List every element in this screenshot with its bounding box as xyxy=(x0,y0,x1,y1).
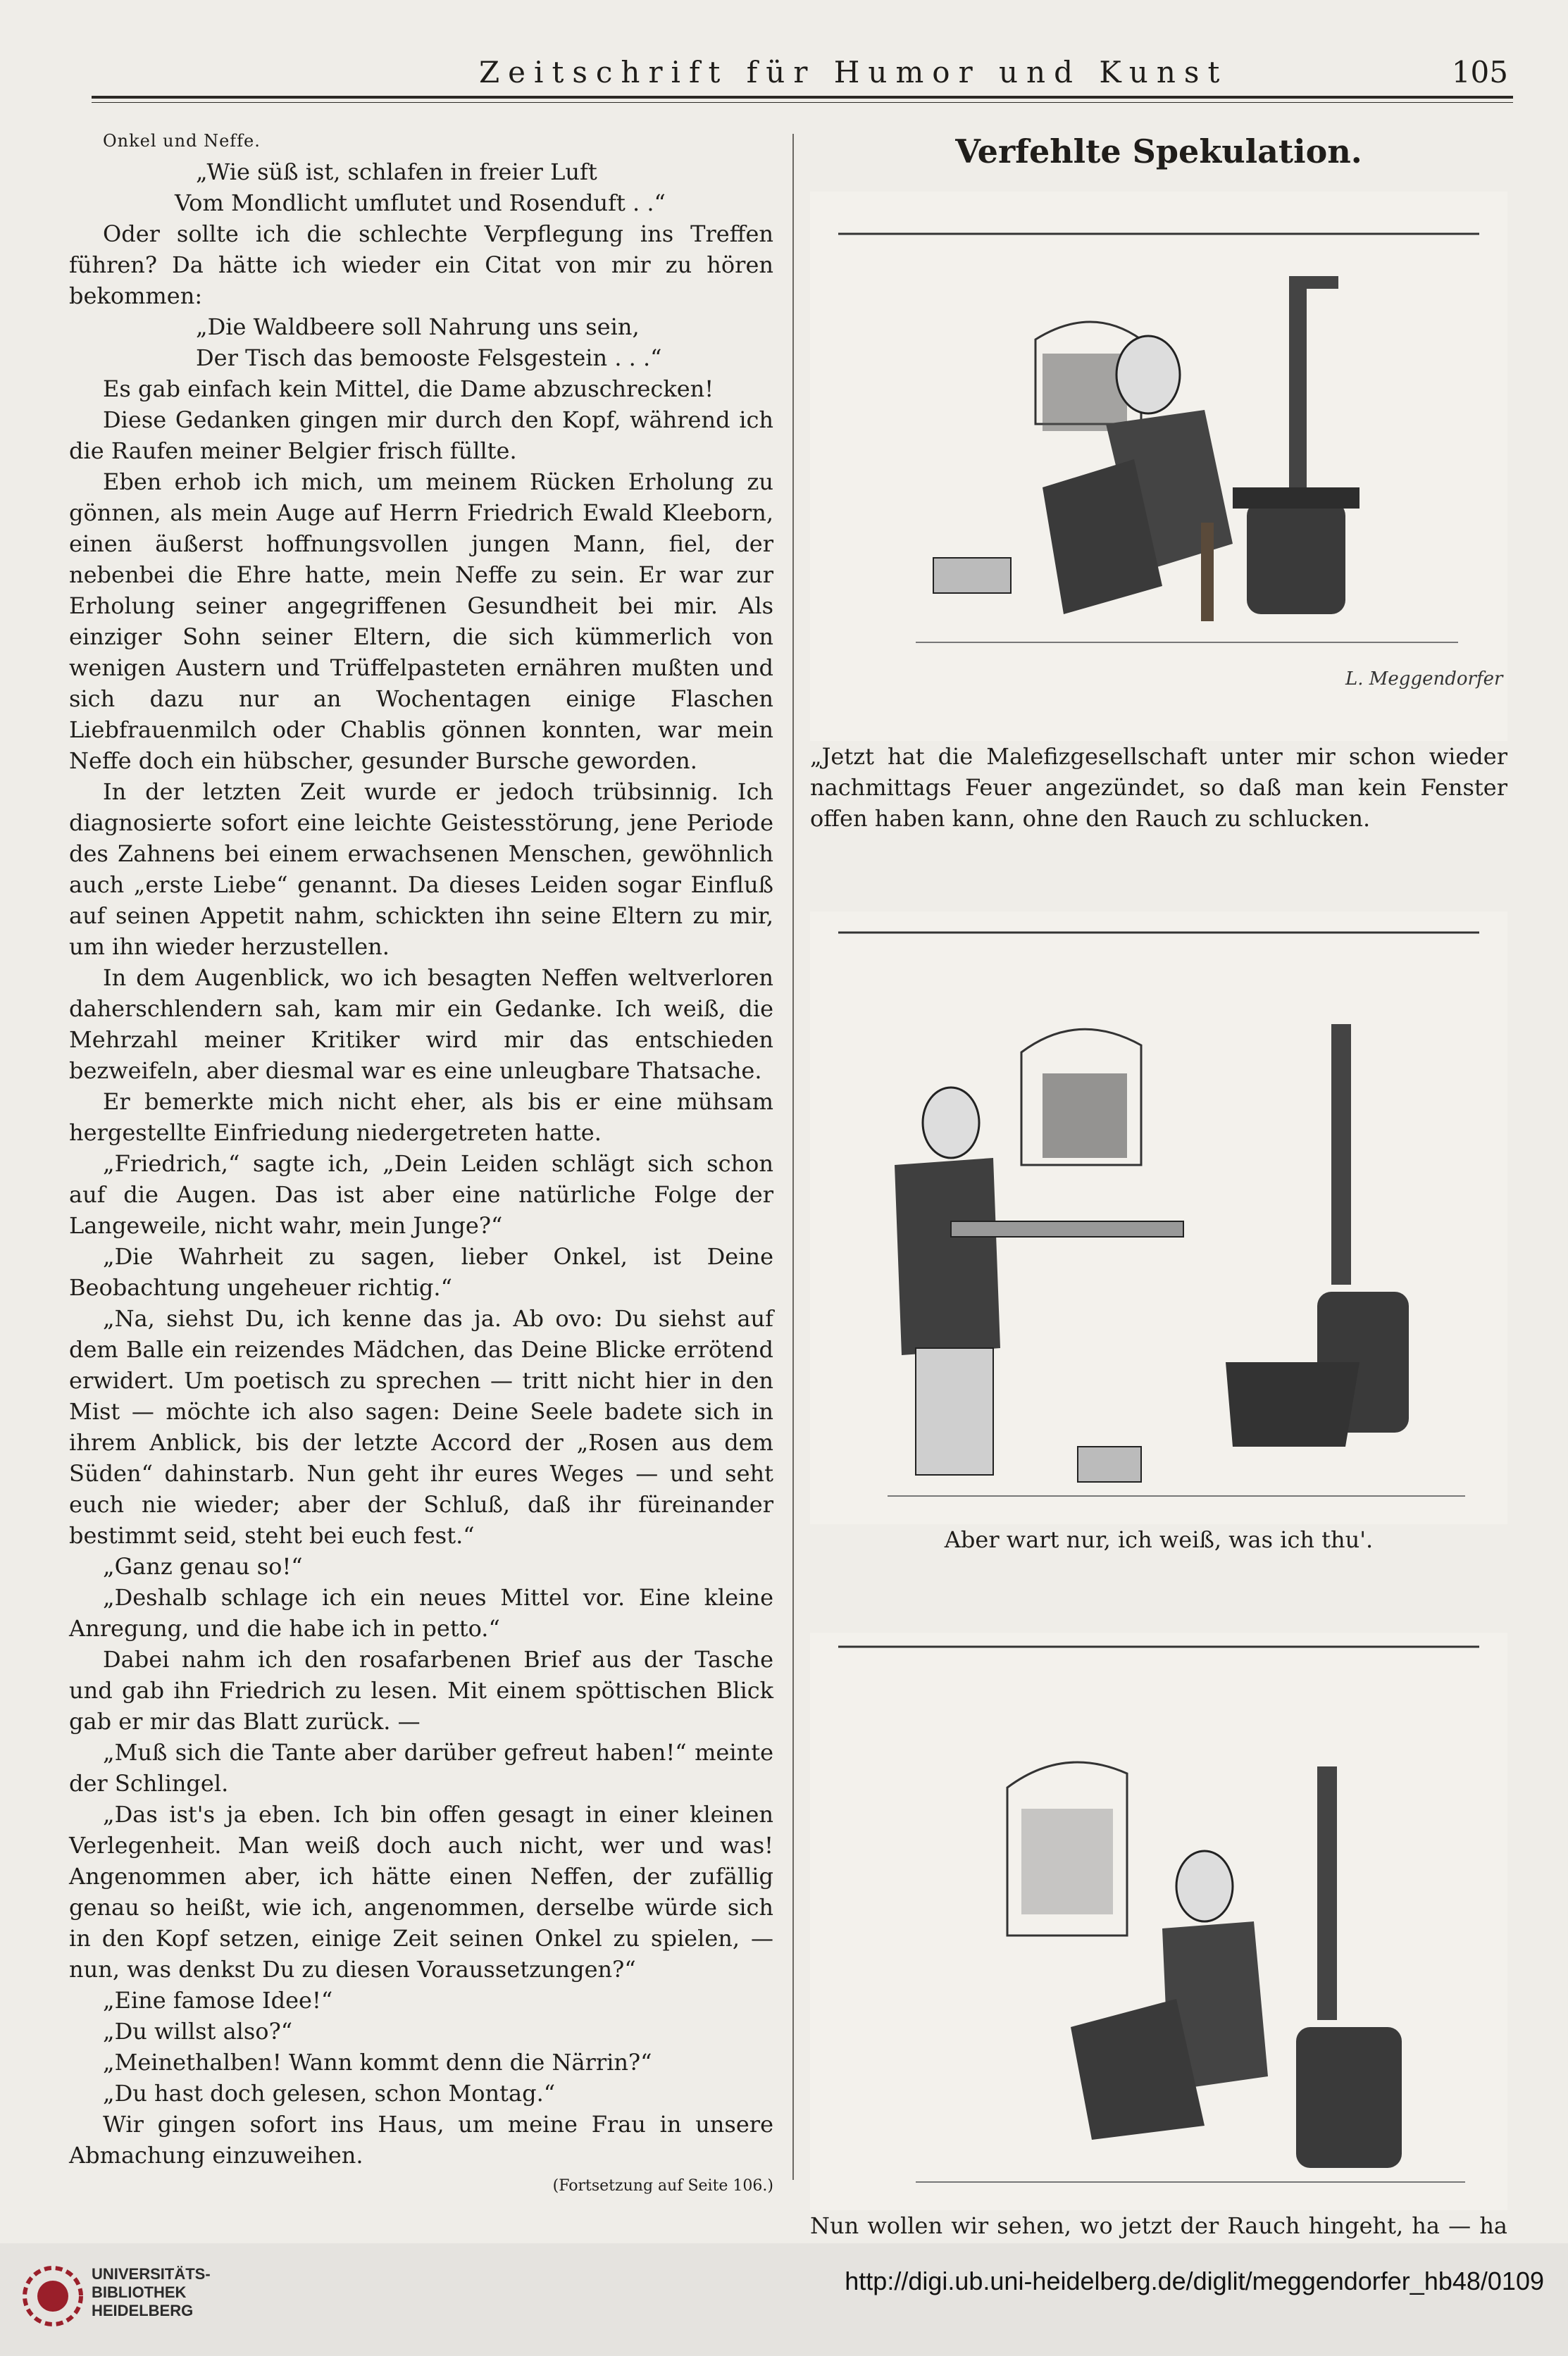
library-line-3: HEIDELBERG xyxy=(92,2302,194,2319)
cartoon-column xyxy=(810,125,1507,2272)
caption-2: Aber wart nur, ich weiß, was ich thu'. xyxy=(944,1526,1374,1553)
story-paragraph: „Du willst also?“ xyxy=(103,2018,293,2045)
story-paragraph: Dabei nahm ich den rosafarbenen Brief aus der Tasche und gab ihn Friedrich zu lesen. Mit einem spöttischen Blick gab er mir das Blatt zurück. — xyxy=(69,1646,773,1735)
story-paragraph: Es gab einfach kein Mittel, die Dame abzuschrecken! xyxy=(103,375,714,402)
library-line-1: UNIVERSITÄTS- xyxy=(92,2265,211,2283)
cartoon-panel-1 xyxy=(810,192,1507,741)
story-paragraph: „Friedrich,“ sagte ich, „Dein Leiden schlägt sich schon auf die Augen. Das ist aber eine natürliche Folge der Langeweile, nicht wahr, mein Junge?“ xyxy=(69,1150,773,1239)
story-paragraph: „Du hast doch gelesen, schon Montag.“ xyxy=(103,2080,556,2107)
story-paragraph: In der letzten Zeit wurde er jedoch trübsinnig. Ich diagnosierte sofort eine leichte Geistesstörung, jene Periode des Zahnens bei einem erwachsenen Menschen, gewöhnlich auch „erste Liebe“ genannt. Da dieses Leiden sogar Einfluß auf seinen Appetit nahm, schickten ihn seine Eltern zu mir, um ihn wieder herzustellen. xyxy=(69,778,773,960)
page-number: 105 xyxy=(1451,55,1508,89)
continuation-note: (Fortsetzung auf Seite 106.) xyxy=(552,2177,773,2195)
story-paragraph: „Eine famose Idee!“ xyxy=(103,1987,333,2014)
story-paragraph: Wir gingen sofort ins Haus, um meine Frau in unsere Abmachung einzuweihen. xyxy=(69,2111,773,2169)
story-paragraph: Diese Gedanken gingen mir durch den Kopf, während ich die Raufen meiner Belgier frisch füllte. xyxy=(69,406,773,464)
verse-line: „Wie süß ist, schlafen in freier Luft xyxy=(196,158,597,185)
library-line-2: BIBLIOTHEK xyxy=(92,2283,187,2301)
source-url-link[interactable]: http://digi.ub.uni-heidelberg.de/diglit/meggendorfer_hb48/0109 xyxy=(845,2267,1544,2295)
university-seal-icon xyxy=(21,2264,85,2328)
verse-line: „Die Waldbeere soll Nahrung uns sein, xyxy=(196,313,640,340)
story-paragraph: Oder sollte ich die schlechte Verpflegung ins Treffen führen? Da hätte ich wieder ein Citat von mir zu hören bekommen: xyxy=(69,220,773,309)
illustration-man-carrying-board xyxy=(810,911,1507,1524)
verse-line: Vom Mondlicht umflutet und Rosenduft . .“ xyxy=(175,189,666,216)
library-name xyxy=(92,2265,211,2320)
illustration-man-at-stove xyxy=(810,192,1507,741)
story-paragraph: Eben erhob ich mich, um meinem Rücken Erholung zu gönnen, als mein Auge auf Herrn Friedrich Ewald Kleeborn, einen äußerst hoffnungsvollen jungen Mann, fiel, der nebenbei die Ehre hatte, mein Neffe zu sein. Er war zur Erholung seiner angegriffenen Gesundheit bei mir. Als einziger Sohn seiner Eltern, die sich kümmerlich von wenigen Austern und Trüffelpasteten ernähren mußten und sich dazu nur an Wochentagen einige Flaschen Liebfrauenmilch oder Chablis gönnen konnten, war mein Neffe doch ein hübscher, gesunder Bursche geworden. xyxy=(69,468,773,774)
illustration-man-laughing-at-stove xyxy=(810,1633,1507,2210)
story-paragraph: „Muß sich die Tante aber darüber gefreut haben!“ meinte der Schlingel. xyxy=(69,1739,773,1797)
story-paragraph: „Deshalb schlage ich ein neues Mittel vor. Eine kleine Anregung, und die habe ich in petto.“ xyxy=(69,1584,773,1642)
verse-line: Der Tisch das bemooste Felsgestein . . .“ xyxy=(196,344,662,371)
caption-3: Nun wollen wir sehen, wo jetzt der Rauch hingeht, ha — ha xyxy=(810,2212,1507,2239)
story-paragraph: „Ganz genau so!“ xyxy=(103,1553,303,1580)
cartoon-panel-3 xyxy=(810,1633,1507,2210)
column-divider xyxy=(792,134,794,2180)
header-rule xyxy=(92,96,1513,99)
story-paragraph: „Na, siehst Du, ich kenne das ja. Ab ovo: Du siehst auf dem Balle ein reizendes Mädchen, das Deine Blicke errötend erwidert. Um poetisch zu sprechen — tritt nicht hier in den Mist — möchte ich also sagen: Deine Seele badete sich in ihrem Anblick, bis der letzte Accord der „Rosen aus dem Süden“ dahinstarb. Nun geht ihr eures Weges — und seht euch nie wieder; aber der Schluß, daß ihr füreinander bestimmt seid, steht bei euch fest.“ xyxy=(69,1305,773,1549)
story-paragraph: „Meinethalben! Wann kommt denn die Närrin?“ xyxy=(103,2049,652,2076)
running-title: Zeitschrift für Humor und Kunst xyxy=(479,55,1228,89)
signature: L. Meggendorfer xyxy=(1345,668,1503,690)
caption-1: „Jetzt hat die Malefizgesellschaft unter mir schon wieder nachmittags Feuer angezündet, so daß man kein Fenster offen haben kann, ohne den Rauch zu schlucken. xyxy=(810,743,1507,832)
story-body xyxy=(69,156,773,2171)
story-column xyxy=(69,125,773,2202)
header-rule-thin xyxy=(92,102,1513,103)
library-footer xyxy=(0,2243,1568,2356)
cartoon-title: Verfehlte Spekulation. xyxy=(955,132,1362,170)
story-paragraph: Er bemerkte mich nicht eher, als bis er eine mühsam hergestellte Einfriedung niedergetreten hatte. xyxy=(69,1088,773,1146)
story-paragraph: „Die Wahrheit zu sagen, lieber Onkel, ist Deine Beobachtung ungeheuer richtig.“ xyxy=(69,1243,773,1301)
story-heading: Onkel und Neffe. xyxy=(103,131,261,151)
story-paragraph: „Das ist's ja eben. Ich bin offen gesagt in einer kleinen Verlegenheit. Man weiß doch auch nicht, wer und was! Angenommen aber, ich hätte einen Neffen, der zufällig genau so heißt, wie ich, angenommen, derselbe würde sich in den Kopf setzen, einige Zeit seinen Onkel zu spielen, — nun, was denkst Du zu diesen Voraussetzungen?“ xyxy=(69,1801,773,1983)
story-paragraph: In dem Augenblick, wo ich besagten Neffen weltverloren daherschlendern sah, kam mir ein Gedanke. Ich weiß, die Mehrzahl meiner Kritiker wird mir das entschieden bezweifeln, aber diesmal war es eine unleugbare Thatsache. xyxy=(69,964,773,1084)
cartoon-panel-2 xyxy=(810,911,1507,1524)
